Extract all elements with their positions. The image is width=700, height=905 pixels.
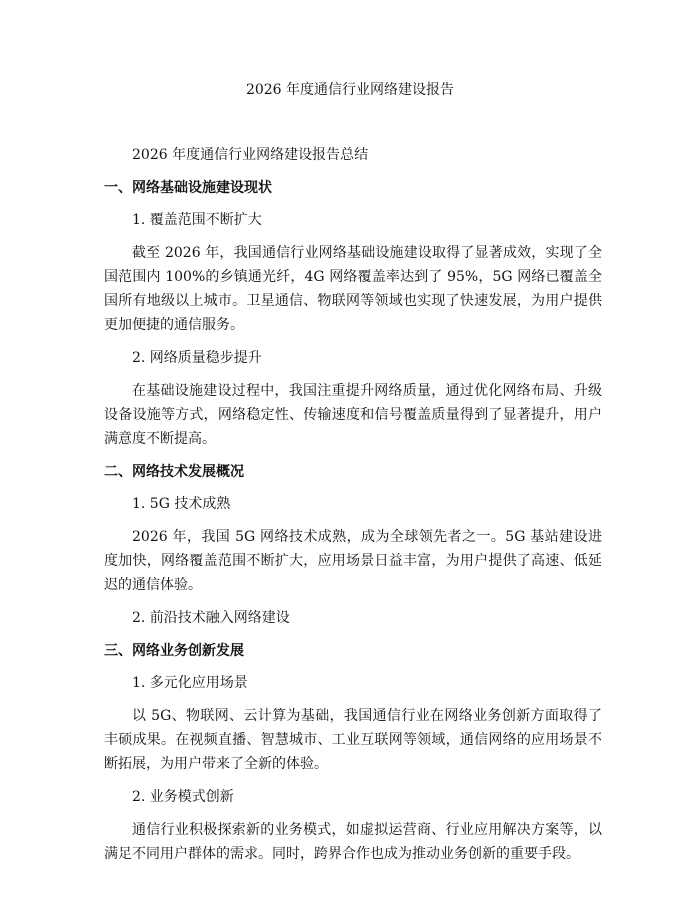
section-heading-business: 三、网络业务创新发展 [104, 643, 244, 659]
document-title: 2026 年度通信行业网络建设报告 [245, 82, 455, 98]
paragraph-scenarios: 以 5G、物联网、云计算为基础，我国通信行业在网络业务创新方面取得了丰硕成果。在视频直播、智慧城市、工业互联网等领域，通信网络的应用场景不断拓展，为用户带来了全新的体验。 [104, 708, 602, 772]
paragraph-5g: 2026 年，我国 5G 网络技术成熟，成为全球领先者之一。5G 基站建设进度加快，网络覆盖范围不断扩大，应用场景日益丰富，为用户提供了高速、低延迟的通信体验。 [104, 529, 602, 593]
document-body [104, 143, 602, 875]
document-subtitle: 2026 年度通信行业网络建设报告总结 [132, 147, 369, 163]
subheading-quality: 2. 网络质量稳步提升 [132, 350, 262, 366]
paragraph-quality: 在基础设施建设过程中，我国注重提升网络质量，通过优化网络布局、升级设备设施等方式，网络稳定性、传输速度和信号覆盖质量得到了显著提升，用户满意度不断提高。 [104, 383, 602, 447]
subheading-5g: 1. 5G 技术成熟 [132, 496, 231, 512]
subheading-coverage: 1. 覆盖范围不断扩大 [132, 212, 262, 228]
subheading-business-model: 2. 业务模式创新 [132, 789, 234, 805]
paragraph-coverage: 截至 2026 年，我国通信行业网络基础设施建设取得了显著成效，实现了全国范围内 100%的乡镇通光纤，4G 网络覆盖率达到了 95%，5G 网络已覆盖全国所有地级以上城市。卫星通信、物联网等领域也实现了快速发展，为用户提供更加便捷的通信服务。 [104, 245, 602, 333]
subheading-frontier-tech: 2. 前沿技术融入网络建设 [132, 610, 290, 626]
section-heading-technology: 二、网络技术发展概况 [104, 464, 244, 480]
subheading-scenarios: 1. 多元化应用场景 [132, 675, 248, 691]
paragraph-business-model: 通信行业积极探索新的业务模式，如虚拟运营商、行业应用解决方案等，以满足不同用户群体的需求。同时，跨界合作也成为推动业务创新的重要手段。 [104, 822, 602, 862]
section-heading-infrastructure: 一、网络基础设施建设现状 [104, 180, 272, 196]
